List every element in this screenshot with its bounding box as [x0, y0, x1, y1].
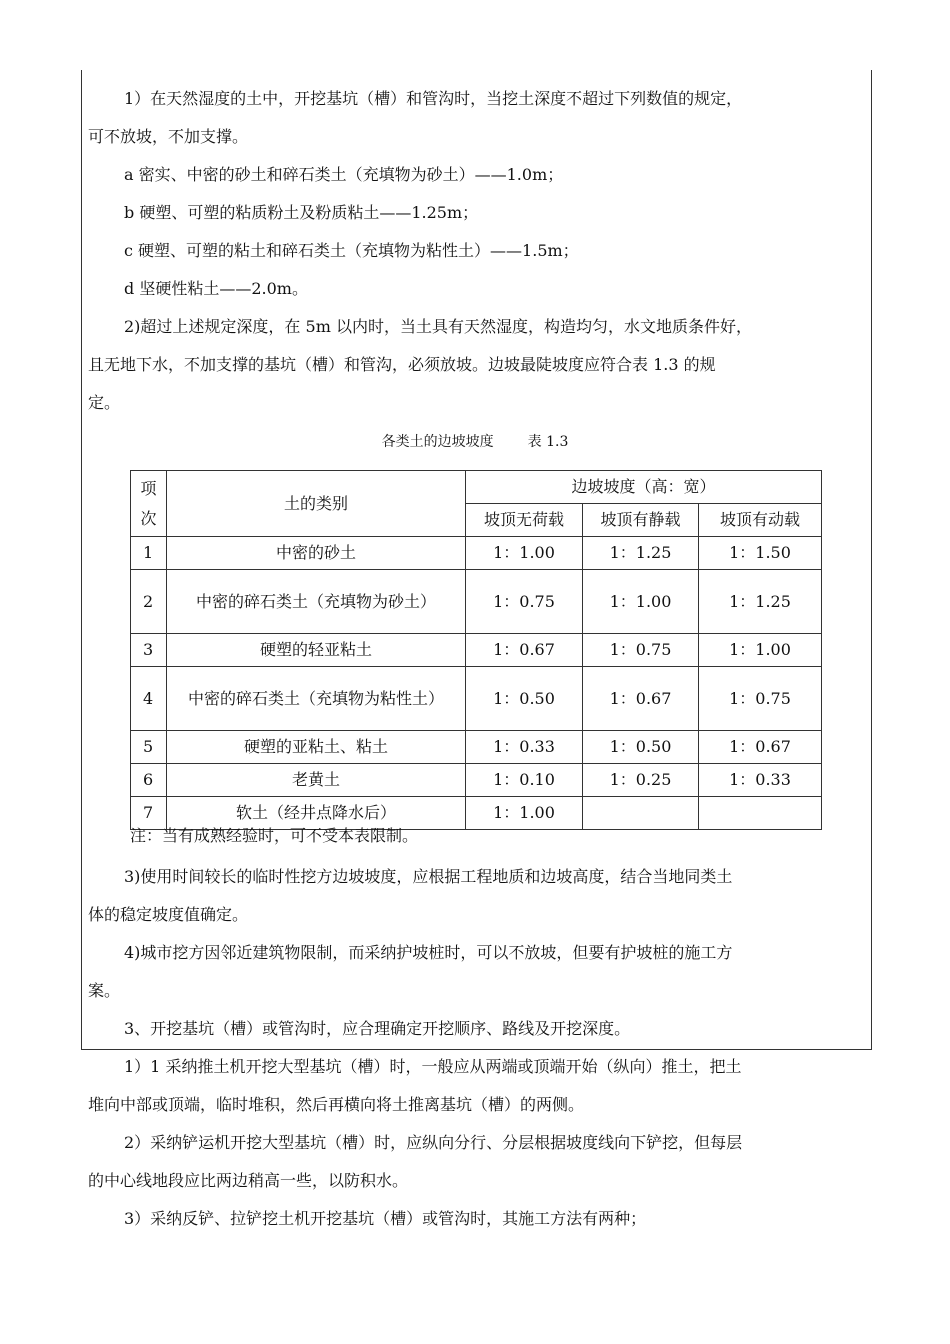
table-caption	[0, 433, 950, 451]
row-value-static-load: 1：1.25	[583, 537, 699, 570]
row-value-no-load: 1：0.10	[466, 764, 583, 797]
slope-table	[130, 470, 822, 830]
row-category: 中密的砂土	[167, 537, 466, 570]
header-index-top: 项	[140, 478, 157, 498]
row-value-dynamic-load: 1：0.75	[699, 667, 822, 731]
row-value-static-load: 1：1.00	[583, 570, 699, 634]
paragraph-line: b 硬塑、可塑的粘质粉土及粉质粘土——1.25m；	[124, 203, 479, 222]
paragraph-line: 的中心线地段应比两边稍高一些，以防积水。	[88, 1171, 409, 1190]
row-category: 中密的碎石类土（充填物为粘性土）	[167, 667, 466, 731]
row-category: 中密的碎石类土（充填物为砂土）	[167, 570, 466, 634]
table-number: 表 1.3	[527, 434, 569, 450]
paragraph-line: 且无地下水，不加支撑的基坑（槽）和管沟，必须放坡。边坡最陡坡度应符合表 1.3 的规	[88, 355, 716, 374]
row-value-static-load	[583, 797, 699, 830]
table-title: 各类土的边坡坡度	[381, 434, 494, 450]
row-value-static-load: 1：0.67	[583, 667, 699, 731]
row-value-dynamic-load: 1：1.00	[699, 634, 822, 667]
paragraph-line: 3、开挖基坑（槽）或管沟时，应合理确定开挖顺序、路线及开挖深度。	[124, 1019, 631, 1038]
table-row	[131, 570, 822, 634]
row-category: 软土（经井点降水后）	[167, 797, 466, 830]
row-value-dynamic-load: 1：0.33	[699, 764, 822, 797]
row-value-static-load: 1：0.75	[583, 634, 699, 667]
row-number: 3	[131, 634, 167, 667]
subheader-dynamic-load: 坡顶有动载	[699, 504, 822, 537]
paragraph-line: 案。	[88, 981, 121, 1000]
row-number: 5	[131, 731, 167, 764]
row-number: 4	[131, 667, 167, 731]
row-number: 2	[131, 570, 167, 634]
table-row	[131, 731, 822, 764]
table-header-row	[131, 471, 822, 504]
paragraph-line: 4)城市挖方因邻近建筑物限制，而采纳护坡桩时，可以不放坡，但要有护坡桩的施工方	[124, 943, 733, 962]
header-index-bottom: 次	[140, 508, 157, 528]
paragraph-line: 3)使用时间较长的临时性挖方边坡坡度，应根据工程地质和边坡高度，结合当地同类土	[124, 867, 733, 886]
paragraph-line: 3）采纳反铲、拉铲挖土机开挖基坑（槽）或管沟时，其施工方法有两种；	[124, 1209, 647, 1228]
row-value-dynamic-load: 1：1.25	[699, 570, 822, 634]
paragraph-line: c 硬塑、可塑的粘土和碎石类土（充填物为粘性土）——1.5m；	[124, 241, 579, 260]
row-value-dynamic-load	[699, 797, 822, 830]
row-value-no-load: 1：0.33	[466, 731, 583, 764]
row-category: 硬塑的轻亚粘土	[167, 634, 466, 667]
paragraph-line: 体的稳定坡度值确定。	[88, 905, 249, 924]
row-value-no-load: 1：0.50	[466, 667, 583, 731]
table-row	[131, 667, 822, 731]
table-row	[131, 797, 822, 830]
row-value-dynamic-load: 1：0.67	[699, 731, 822, 764]
paragraph-line: 堆向中部或顶端，临时堆积，然后再横向将土推离基坑（槽）的两侧。	[88, 1095, 585, 1114]
header-slope-group: 边坡坡度（高：宽）	[466, 471, 822, 504]
table-row	[131, 537, 822, 570]
table-row	[131, 764, 822, 797]
row-value-no-load: 1：0.75	[466, 570, 583, 634]
header-index	[131, 471, 167, 537]
row-value-dynamic-load: 1：1.50	[699, 537, 822, 570]
row-value-no-load: 1：1.00	[466, 537, 583, 570]
row-category: 硬塑的亚粘土、粘土	[167, 731, 466, 764]
row-value-static-load: 1：0.25	[583, 764, 699, 797]
row-number: 6	[131, 764, 167, 797]
paragraph-line: 1）在天然湿度的土中，开挖基坑（槽）和管沟时，当挖土深度不超过下列数值的规定，	[124, 89, 743, 108]
paragraph-line: d 坚硬性粘土——2.0m。	[124, 279, 308, 298]
subheader-static-load: 坡顶有静载	[583, 504, 699, 537]
paragraph-line: 可不放坡，不加支撑。	[88, 127, 249, 146]
paragraph-line: 1）1 采纳推土机开挖大型基坑（槽）时，一般应从两端或顶端开始（纵向）推土，把土	[124, 1057, 742, 1076]
row-number: 1	[131, 537, 167, 570]
row-value-no-load: 1：1.00	[466, 797, 583, 830]
row-value-no-load: 1：0.67	[466, 634, 583, 667]
table-row	[131, 634, 822, 667]
paragraph-line: 定。	[88, 393, 121, 412]
row-value-static-load: 1：0.50	[583, 731, 699, 764]
paragraph-line: 2）采纳铲运机开挖大型基坑（槽）时，应纵向分行、分层根据坡度线向下铲挖，但每层	[124, 1133, 743, 1152]
paragraph-line: 2)超过上述规定深度，在 5m 以内时，当土具有天然湿度，构造均匀，水文地质条件好，	[124, 317, 752, 336]
paragraph-line: a 密实、中密的砂土和碎石类土（充填物为砂土）——1.0m；	[124, 165, 564, 184]
row-number: 7	[131, 797, 167, 830]
subheader-no-load: 坡顶无荷载	[466, 504, 583, 537]
row-category: 老黄土	[167, 764, 466, 797]
header-category: 土的类别	[167, 471, 466, 537]
table-note: 注：当有成熟经验时，可不受本表限制。	[130, 826, 419, 845]
